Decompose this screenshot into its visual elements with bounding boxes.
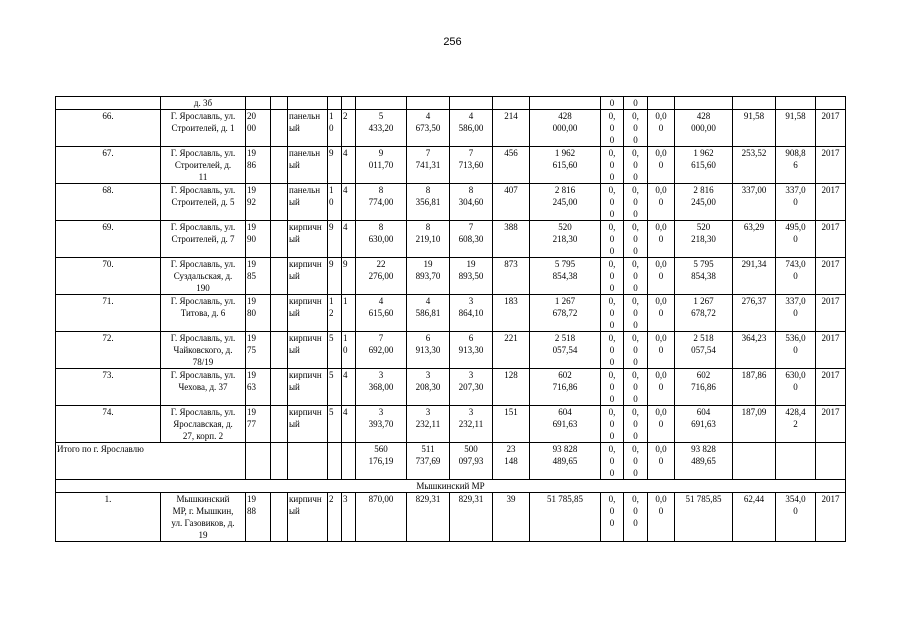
empty-cell bbox=[271, 332, 288, 369]
area-b-cell: 829,31 bbox=[450, 493, 493, 542]
c15-cell: 0,0 0 bbox=[648, 184, 675, 221]
material-cell: панельн ый bbox=[288, 110, 328, 147]
c14-cell: 0, 0 0 bbox=[624, 493, 648, 542]
c15-cell: 0,0 0 bbox=[648, 110, 675, 147]
floors-cell: 5 bbox=[328, 406, 342, 443]
num-cell: 74. bbox=[56, 406, 161, 443]
table-row bbox=[56, 493, 846, 542]
area-total-cell: 3 393,70 bbox=[356, 406, 407, 443]
material-cell: кирпичн ый bbox=[288, 406, 328, 443]
c13-cell: 0, 0 0 bbox=[601, 221, 624, 258]
c19-cell: 2017 bbox=[816, 147, 846, 184]
residents-cell: 183 bbox=[493, 295, 530, 332]
empty-cell bbox=[733, 443, 776, 480]
c15-cell: 0,0 0 bbox=[648, 443, 675, 480]
housing-register-table bbox=[55, 96, 846, 542]
address-cell: Мышкинский МР, г. Мышкин, ул. Газовиков, д. 19 bbox=[161, 493, 246, 542]
entrances-cell: 4 bbox=[342, 184, 356, 221]
c18-cell: 908,8 6 bbox=[776, 147, 816, 184]
c13-cell: 0, 0 0 bbox=[601, 110, 624, 147]
area-a-cell: 3 232,11 bbox=[407, 406, 450, 443]
c16-cell: 602 716,86 bbox=[675, 369, 733, 406]
area-a-cell: 8 219,10 bbox=[407, 221, 450, 258]
page-number: 256 bbox=[443, 36, 462, 48]
c19-cell: 2017 bbox=[816, 332, 846, 369]
table-row bbox=[56, 295, 846, 332]
c14-cell: 0, 0 0 bbox=[624, 332, 648, 369]
area-b-cell: 500 097,93 bbox=[450, 443, 493, 480]
area-a-cell: 829,31 bbox=[407, 493, 450, 542]
area-a-cell: 4 586,81 bbox=[407, 295, 450, 332]
c18-cell: 428,4 2 bbox=[776, 406, 816, 443]
c16-cell: 5 795 854,38 bbox=[675, 258, 733, 295]
c17-cell: 63,29 bbox=[733, 221, 776, 258]
num-cell: 70. bbox=[56, 258, 161, 295]
address-cell: Г. Ярославль, ул. Суздальская, д. 190 bbox=[161, 258, 246, 295]
c18-cell: 337,0 0 bbox=[776, 184, 816, 221]
empty-cell bbox=[271, 406, 288, 443]
empty-cell bbox=[776, 443, 816, 480]
empty-cell bbox=[271, 493, 288, 542]
c14-cell: 0, 0 0 bbox=[624, 369, 648, 406]
residents-cell: 407 bbox=[493, 184, 530, 221]
num-cell: 67. bbox=[56, 147, 161, 184]
cost-cell: 428 000,00 bbox=[530, 110, 601, 147]
c17-cell: 337,00 bbox=[733, 184, 776, 221]
total-label: Итого по г. Ярославлю bbox=[56, 443, 246, 480]
c17-cell: 253,52 bbox=[733, 147, 776, 184]
num-cell: 1. bbox=[56, 493, 161, 542]
c14-cell: 0, 0 0 bbox=[624, 110, 648, 147]
material-cell: панельн ый bbox=[288, 184, 328, 221]
c15-cell: 0,0 0 bbox=[648, 147, 675, 184]
c14-cell: 0, 0 0 bbox=[624, 406, 648, 443]
residents-cell: 221 bbox=[493, 332, 530, 369]
area-b-cell: 8 304,60 bbox=[450, 184, 493, 221]
c16-cell: 2 518 057,54 bbox=[675, 332, 733, 369]
c19-cell: 2017 bbox=[816, 493, 846, 542]
c14-cell: 0, 0 0 bbox=[624, 221, 648, 258]
c13-cell: 0, 0 0 bbox=[601, 369, 624, 406]
empty-cell bbox=[288, 443, 328, 480]
area-b-cell: 7 608,30 bbox=[450, 221, 493, 258]
area-b-cell: 19 893,50 bbox=[450, 258, 493, 295]
material-cell: кирпичн ый bbox=[288, 332, 328, 369]
cost-cell: 5 795 854,38 bbox=[530, 258, 601, 295]
cost-cell: 602 716,86 bbox=[530, 369, 601, 406]
material-cell: кирпичн ый bbox=[288, 493, 328, 542]
c14-cell: 0, 0 0 bbox=[624, 258, 648, 295]
residents-cell: 39 bbox=[493, 493, 530, 542]
floors-cell: 9 bbox=[328, 147, 342, 184]
empty-cell bbox=[271, 443, 288, 480]
c18-cell: 630,0 0 bbox=[776, 369, 816, 406]
area-total-cell: 8 630,00 bbox=[356, 221, 407, 258]
c17-cell: 291,34 bbox=[733, 258, 776, 295]
empty-cell bbox=[271, 110, 288, 147]
area-a-cell: 19 893,70 bbox=[407, 258, 450, 295]
area-a-cell: 4 673,50 bbox=[407, 110, 450, 147]
empty-cell bbox=[271, 295, 288, 332]
c17-cell: 91,58 bbox=[733, 110, 776, 147]
area-total-cell: 3 368,00 bbox=[356, 369, 407, 406]
cost-cell: 604 691,63 bbox=[530, 406, 601, 443]
c18-cell: 91,58 bbox=[776, 110, 816, 147]
c13-cell: 0, 0 0 bbox=[601, 184, 624, 221]
residents-cell: 23 148 bbox=[493, 443, 530, 480]
num-cell: 66. bbox=[56, 110, 161, 147]
c13-cell: 0, 0 0 bbox=[601, 493, 624, 542]
cost-cell: 2 816 245,00 bbox=[530, 184, 601, 221]
area-total-cell: 7 692,00 bbox=[356, 332, 407, 369]
c14-cell: 0, 0 0 bbox=[624, 443, 648, 480]
year-cell: 19 86 bbox=[246, 147, 271, 184]
cost-cell: 1 267 678,72 bbox=[530, 295, 601, 332]
table-row bbox=[56, 332, 846, 369]
table-row bbox=[56, 369, 846, 406]
area-total-cell: 8 774,00 bbox=[356, 184, 407, 221]
cost-cell: 1 962 615,60 bbox=[530, 147, 601, 184]
c15-cell: 0,0 0 bbox=[648, 295, 675, 332]
c19-cell: 2017 bbox=[816, 221, 846, 258]
area-b-cell: 7 713,60 bbox=[450, 147, 493, 184]
empty-cell bbox=[271, 221, 288, 258]
c15-cell: 0,0 0 bbox=[648, 406, 675, 443]
residents-cell: 456 bbox=[493, 147, 530, 184]
area-a-cell: 3 208,30 bbox=[407, 369, 450, 406]
table-row bbox=[56, 406, 846, 443]
c19-cell: 2017 bbox=[816, 406, 846, 443]
c18-cell: 536,0 0 bbox=[776, 332, 816, 369]
year-cell: 20 00 bbox=[246, 110, 271, 147]
cost-cell: 520 218,30 bbox=[530, 221, 601, 258]
c16-cell: 520 218,30 bbox=[675, 221, 733, 258]
area-b-cell: 3 864,10 bbox=[450, 295, 493, 332]
c16-cell: 93 828 489,65 bbox=[675, 443, 733, 480]
year-cell: 19 92 bbox=[246, 184, 271, 221]
year-cell: 19 63 bbox=[246, 369, 271, 406]
cost-cell: 51 785,85 bbox=[530, 493, 601, 542]
c14-cell: 0, 0 0 bbox=[624, 147, 648, 184]
year-cell: 19 90 bbox=[246, 221, 271, 258]
floors-cell: 5 bbox=[328, 332, 342, 369]
area-a-cell: 511 737,69 bbox=[407, 443, 450, 480]
area-b-cell: 4 586,00 bbox=[450, 110, 493, 147]
c14-cell: 0, 0 0 bbox=[624, 184, 648, 221]
area-a-cell: 6 913,30 bbox=[407, 332, 450, 369]
address-cell: Г. Ярославль, ул. Строителей, д. 7 bbox=[161, 221, 246, 258]
table-row-continued: д. 3б 0 0 bbox=[56, 97, 846, 110]
c13-cell: 0, 0 0 bbox=[601, 443, 624, 480]
num-cell: 73. bbox=[56, 369, 161, 406]
c15-cell: 0,0 0 bbox=[648, 332, 675, 369]
entrances-cell: 1 0 bbox=[342, 332, 356, 369]
c19-cell: 2017 bbox=[816, 258, 846, 295]
year-cell: 19 80 bbox=[246, 295, 271, 332]
c13-cell: 0, 0 0 bbox=[601, 406, 624, 443]
c13-cell: 0, 0 0 bbox=[601, 147, 624, 184]
c18-cell: 495,0 0 bbox=[776, 221, 816, 258]
residents-cell: 873 bbox=[493, 258, 530, 295]
entrances-cell: 2 bbox=[342, 110, 356, 147]
material-cell: кирпичн ый bbox=[288, 369, 328, 406]
c17-cell: 364,23 bbox=[733, 332, 776, 369]
residents-cell: 128 bbox=[493, 369, 530, 406]
floors-cell: 1 0 bbox=[328, 110, 342, 147]
table-row bbox=[56, 258, 846, 295]
c17-cell: 187,86 bbox=[733, 369, 776, 406]
area-b-cell: 6 913,30 bbox=[450, 332, 493, 369]
area-total-cell: 22 276,00 bbox=[356, 258, 407, 295]
address-cell: Г. Ярославль, ул. Ярославская, д. 27, корп. 2 bbox=[161, 406, 246, 443]
c13-cell: 0, 0 0 bbox=[601, 295, 624, 332]
c17-cell: 276,37 bbox=[733, 295, 776, 332]
table-row bbox=[56, 184, 846, 221]
c18-cell: 337,0 0 bbox=[776, 295, 816, 332]
address-cell: Г. Ярославль, ул. Чехова, д. 37 bbox=[161, 369, 246, 406]
cost-cell: 93 828 489,65 bbox=[530, 443, 601, 480]
c16-cell: 604 691,63 bbox=[675, 406, 733, 443]
address-cell: Г. Ярославль, ул. Строителей, д. 11 bbox=[161, 147, 246, 184]
entrances-cell: 4 bbox=[342, 406, 356, 443]
area-total-cell: 9 011,70 bbox=[356, 147, 407, 184]
area-total-cell: 560 176,19 bbox=[356, 443, 407, 480]
area-total-cell: 5 433,20 bbox=[356, 110, 407, 147]
residents-cell: 214 bbox=[493, 110, 530, 147]
empty-cell bbox=[271, 147, 288, 184]
material-cell: кирпичн ый bbox=[288, 221, 328, 258]
c15-cell: 0,0 0 bbox=[648, 369, 675, 406]
address-cell: Г. Ярославль, ул. Титова, д. 6 bbox=[161, 295, 246, 332]
table-row bbox=[56, 110, 846, 147]
c13-cell: 0, 0 0 bbox=[601, 332, 624, 369]
num-cell: 72. bbox=[56, 332, 161, 369]
num-cell: 69. bbox=[56, 221, 161, 258]
section-title: Мышкинский МР bbox=[56, 480, 846, 493]
address-cell: Г. Ярославль, ул. Чайковского, д. 78/19 bbox=[161, 332, 246, 369]
entrances-cell: 1 bbox=[342, 295, 356, 332]
empty-cell bbox=[328, 443, 342, 480]
area-total-cell: 4 615,60 bbox=[356, 295, 407, 332]
empty-cell bbox=[342, 443, 356, 480]
address-cell: Г. Ярославль, ул. Строителей, д. 5 bbox=[161, 184, 246, 221]
c16-cell: 428 000,00 bbox=[675, 110, 733, 147]
area-b-cell: 3 232,11 bbox=[450, 406, 493, 443]
area-total-cell: 870,00 bbox=[356, 493, 407, 542]
c19-cell: 2017 bbox=[816, 369, 846, 406]
c17-cell: 187,09 bbox=[733, 406, 776, 443]
floors-cell: 1 2 bbox=[328, 295, 342, 332]
area-b-cell: 3 207,30 bbox=[450, 369, 493, 406]
floors-cell: 2 bbox=[328, 493, 342, 542]
c16-cell: 1 267 678,72 bbox=[675, 295, 733, 332]
c19-cell: 2017 bbox=[816, 295, 846, 332]
total-row bbox=[56, 443, 846, 480]
address-cell: Г. Ярославль, ул. Строителей, д. 1 bbox=[161, 110, 246, 147]
area-a-cell: 8 356,81 bbox=[407, 184, 450, 221]
c18-cell: 354,0 0 bbox=[776, 493, 816, 542]
address-cell: д. 3б bbox=[161, 97, 246, 110]
c13-cell: 0, 0 0 bbox=[601, 258, 624, 295]
table-row bbox=[56, 221, 846, 258]
c19-cell: 2017 bbox=[816, 110, 846, 147]
c19-cell: 2017 bbox=[816, 184, 846, 221]
floors-cell: 9 bbox=[328, 221, 342, 258]
c17-cell: 62,44 bbox=[733, 493, 776, 542]
floors-cell: 1 0 bbox=[328, 184, 342, 221]
material-cell: кирпичн ый bbox=[288, 258, 328, 295]
c15-cell: 0,0 0 bbox=[648, 493, 675, 542]
c16-cell: 1 962 615,60 bbox=[675, 147, 733, 184]
entrances-cell: 4 bbox=[342, 221, 356, 258]
material-cell: кирпичн ый bbox=[288, 295, 328, 332]
empty-cell bbox=[271, 184, 288, 221]
area-a-cell: 7 741,31 bbox=[407, 147, 450, 184]
floors-cell: 5 bbox=[328, 369, 342, 406]
c16-cell: 2 816 245,00 bbox=[675, 184, 733, 221]
c18-cell: 743,0 0 bbox=[776, 258, 816, 295]
num-cell: 68. bbox=[56, 184, 161, 221]
table-row bbox=[56, 147, 846, 184]
c16-cell: 51 785,85 bbox=[675, 493, 733, 542]
entrances-cell: 9 bbox=[342, 258, 356, 295]
num-cell: 71. bbox=[56, 295, 161, 332]
year-cell: 19 85 bbox=[246, 258, 271, 295]
year-cell: 19 75 bbox=[246, 332, 271, 369]
floors-cell: 9 bbox=[328, 258, 342, 295]
c15-cell: 0,0 0 bbox=[648, 221, 675, 258]
residents-cell: 151 bbox=[493, 406, 530, 443]
cost-cell: 2 518 057,54 bbox=[530, 332, 601, 369]
material-cell: панельн ый bbox=[288, 147, 328, 184]
year-cell: 19 77 bbox=[246, 406, 271, 443]
empty-cell bbox=[271, 369, 288, 406]
empty-cell bbox=[246, 443, 271, 480]
c15-cell: 0,0 0 bbox=[648, 258, 675, 295]
section-header-row bbox=[56, 480, 846, 493]
empty-cell bbox=[816, 443, 846, 480]
empty-cell bbox=[271, 258, 288, 295]
entrances-cell: 4 bbox=[342, 147, 356, 184]
entrances-cell: 3 bbox=[342, 493, 356, 542]
year-cell: 19 88 bbox=[246, 493, 271, 542]
residents-cell: 388 bbox=[493, 221, 530, 258]
c14-cell: 0, 0 0 bbox=[624, 295, 648, 332]
entrances-cell: 4 bbox=[342, 369, 356, 406]
